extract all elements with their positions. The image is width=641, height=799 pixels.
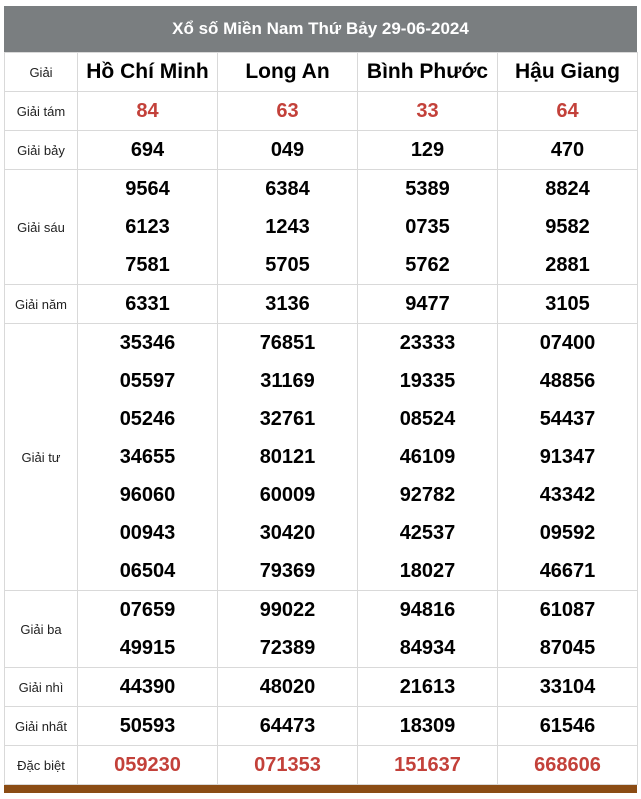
prize-cell (358, 170, 498, 285)
prize-number: 129 (410, 139, 445, 161)
prize-cell (358, 707, 498, 746)
prize-number: 94816 (399, 599, 456, 621)
prize-label: Giải ba (5, 591, 78, 668)
prize-cell (498, 668, 638, 707)
prize-number: 08524 (399, 408, 456, 430)
prize-number: 6331 (125, 293, 170, 315)
prize-label: Giải tư (5, 324, 78, 591)
prize-number: 3136 (265, 293, 310, 315)
prize-number: 05597 (119, 370, 176, 392)
prize-cell (218, 170, 358, 285)
prize-cell (358, 131, 498, 170)
province-binh-phuoc: Bình Phước (358, 53, 498, 92)
prize-number: 72389 (259, 637, 316, 659)
prize-number: 5705 (265, 254, 310, 276)
prize-cell (358, 285, 498, 324)
province-hau-giang: Hậu Giang (498, 53, 638, 92)
prize-cell (218, 92, 358, 131)
prize-number: 64473 (259, 715, 316, 737)
prize-row-giai-sau (5, 170, 638, 285)
prize-number: 48856 (539, 370, 596, 392)
prize-number: 1243 (265, 216, 310, 238)
prize-label: Giải nhì (5, 668, 78, 707)
province-long-an: Long An (218, 53, 358, 92)
prize-cell (498, 324, 638, 591)
prize-number: 61087 (539, 599, 596, 621)
prize-number: 79369 (259, 560, 316, 582)
prize-number: 54437 (539, 408, 596, 430)
prize-number: 07659 (119, 599, 176, 621)
prize-cell (498, 131, 638, 170)
prize-number: 99022 (259, 599, 316, 621)
prize-row-giai-tam (5, 92, 638, 131)
bottom-bar (4, 785, 637, 793)
prize-cell (78, 746, 218, 785)
prize-cell (358, 591, 498, 668)
prize-number: 43342 (539, 484, 596, 506)
prize-label: Giải năm (5, 285, 78, 324)
prize-number: 059230 (114, 754, 181, 776)
prize-number: 80121 (259, 446, 316, 468)
prize-cell (498, 707, 638, 746)
prize-number: 92782 (399, 484, 456, 506)
prize-cell (218, 668, 358, 707)
prize-label: Đặc biệt (5, 746, 78, 785)
prize-cell (358, 324, 498, 591)
prize-cell (78, 131, 218, 170)
prize-number: 2881 (545, 254, 590, 276)
prize-number: 35346 (119, 332, 176, 354)
prize-number: 09592 (539, 522, 596, 544)
prize-cell (498, 746, 638, 785)
prize-number: 0735 (405, 216, 450, 238)
prize-number: 3105 (545, 293, 590, 315)
prize-number: 5762 (405, 254, 450, 276)
prize-cell (498, 285, 638, 324)
prize-label: Giải nhất (5, 707, 78, 746)
prize-number: 34655 (119, 446, 176, 468)
header-row (5, 53, 638, 92)
prize-cell (78, 324, 218, 591)
prize-row-giai-bay (5, 131, 638, 170)
prize-number: 50593 (119, 715, 176, 737)
prize-row-giai-nam (5, 285, 638, 324)
prize-cell (78, 668, 218, 707)
prize-cell (358, 92, 498, 131)
prize-number: 46671 (539, 560, 596, 582)
prize-cell (218, 746, 358, 785)
prize-cell (218, 324, 358, 591)
prize-number: 18309 (399, 715, 456, 737)
prize-number: 49915 (119, 637, 176, 659)
prize-cell (78, 285, 218, 324)
prize-number: 470 (550, 139, 585, 161)
results-table (4, 52, 638, 785)
prize-number: 5389 (405, 178, 450, 200)
header-label: Giải (5, 53, 78, 92)
prize-number: 23333 (399, 332, 456, 354)
prize-cell (218, 131, 358, 170)
prize-number: 6123 (125, 216, 170, 238)
prize-number: 33104 (539, 676, 596, 698)
prize-number: 87045 (539, 637, 596, 659)
prize-cell (498, 170, 638, 285)
prize-number: 8824 (545, 178, 590, 200)
prize-cell (358, 746, 498, 785)
prize-number: 18027 (399, 560, 456, 582)
prize-cell (218, 285, 358, 324)
prize-cell (218, 591, 358, 668)
prize-number: 07400 (539, 332, 596, 354)
prize-number: 9477 (405, 293, 450, 315)
prize-row-dac-biet (5, 746, 638, 785)
prize-cell (218, 707, 358, 746)
results-panel (4, 6, 637, 793)
prize-number: 64 (556, 100, 579, 122)
prize-number: 31169 (260, 370, 315, 392)
prize-number: 30420 (259, 522, 316, 544)
prize-cell (78, 591, 218, 668)
prize-number: 19335 (399, 370, 456, 392)
prize-number: 00943 (119, 522, 176, 544)
prize-number: 694 (130, 139, 165, 161)
prize-cell (358, 668, 498, 707)
prize-number: 33 (416, 100, 439, 122)
prize-number: 049 (270, 139, 305, 161)
prize-number: 91347 (539, 446, 596, 468)
page-title: Xổ số Miền Nam Thứ Bảy 29-06-2024 (4, 6, 637, 52)
prize-number: 32761 (259, 408, 316, 430)
prize-row-giai-tu (5, 324, 638, 591)
prize-label: Giải tám (5, 92, 78, 131)
prize-number: 46109 (399, 446, 456, 468)
prize-number: 6384 (265, 178, 310, 200)
prize-number: 61546 (539, 715, 596, 737)
prize-number: 06504 (119, 560, 176, 582)
prize-number: 7581 (125, 254, 170, 276)
prize-number: 84 (136, 100, 159, 122)
prize-number: 60009 (259, 484, 316, 506)
prize-number: 48020 (259, 676, 316, 698)
prize-number: 76851 (259, 332, 316, 354)
prize-cell (78, 707, 218, 746)
prize-row-giai-nhat (5, 707, 638, 746)
prize-number: 151637 (394, 754, 461, 776)
prize-number: 071353 (254, 754, 321, 776)
prize-row-giai-ba (5, 591, 638, 668)
prize-number: 21613 (399, 676, 456, 698)
prize-label: Giải sáu (5, 170, 78, 285)
prize-label: Giải bảy (5, 131, 78, 170)
prize-number: 9564 (125, 178, 170, 200)
prize-number: 668606 (534, 754, 601, 776)
prize-number: 84934 (399, 637, 456, 659)
province-ho-chi-minh: Hồ Chí Minh (78, 53, 218, 92)
prize-number: 44390 (119, 676, 176, 698)
prize-number: 9582 (545, 216, 590, 238)
prize-number: 42537 (399, 522, 456, 544)
prize-cell (498, 92, 638, 131)
prize-number: 63 (276, 100, 299, 122)
prize-row-giai-nhi (5, 668, 638, 707)
prize-number: 96060 (119, 484, 176, 506)
prize-cell (498, 591, 638, 668)
prize-cell (78, 170, 218, 285)
prize-number: 05246 (119, 408, 176, 430)
prize-cell (78, 92, 218, 131)
